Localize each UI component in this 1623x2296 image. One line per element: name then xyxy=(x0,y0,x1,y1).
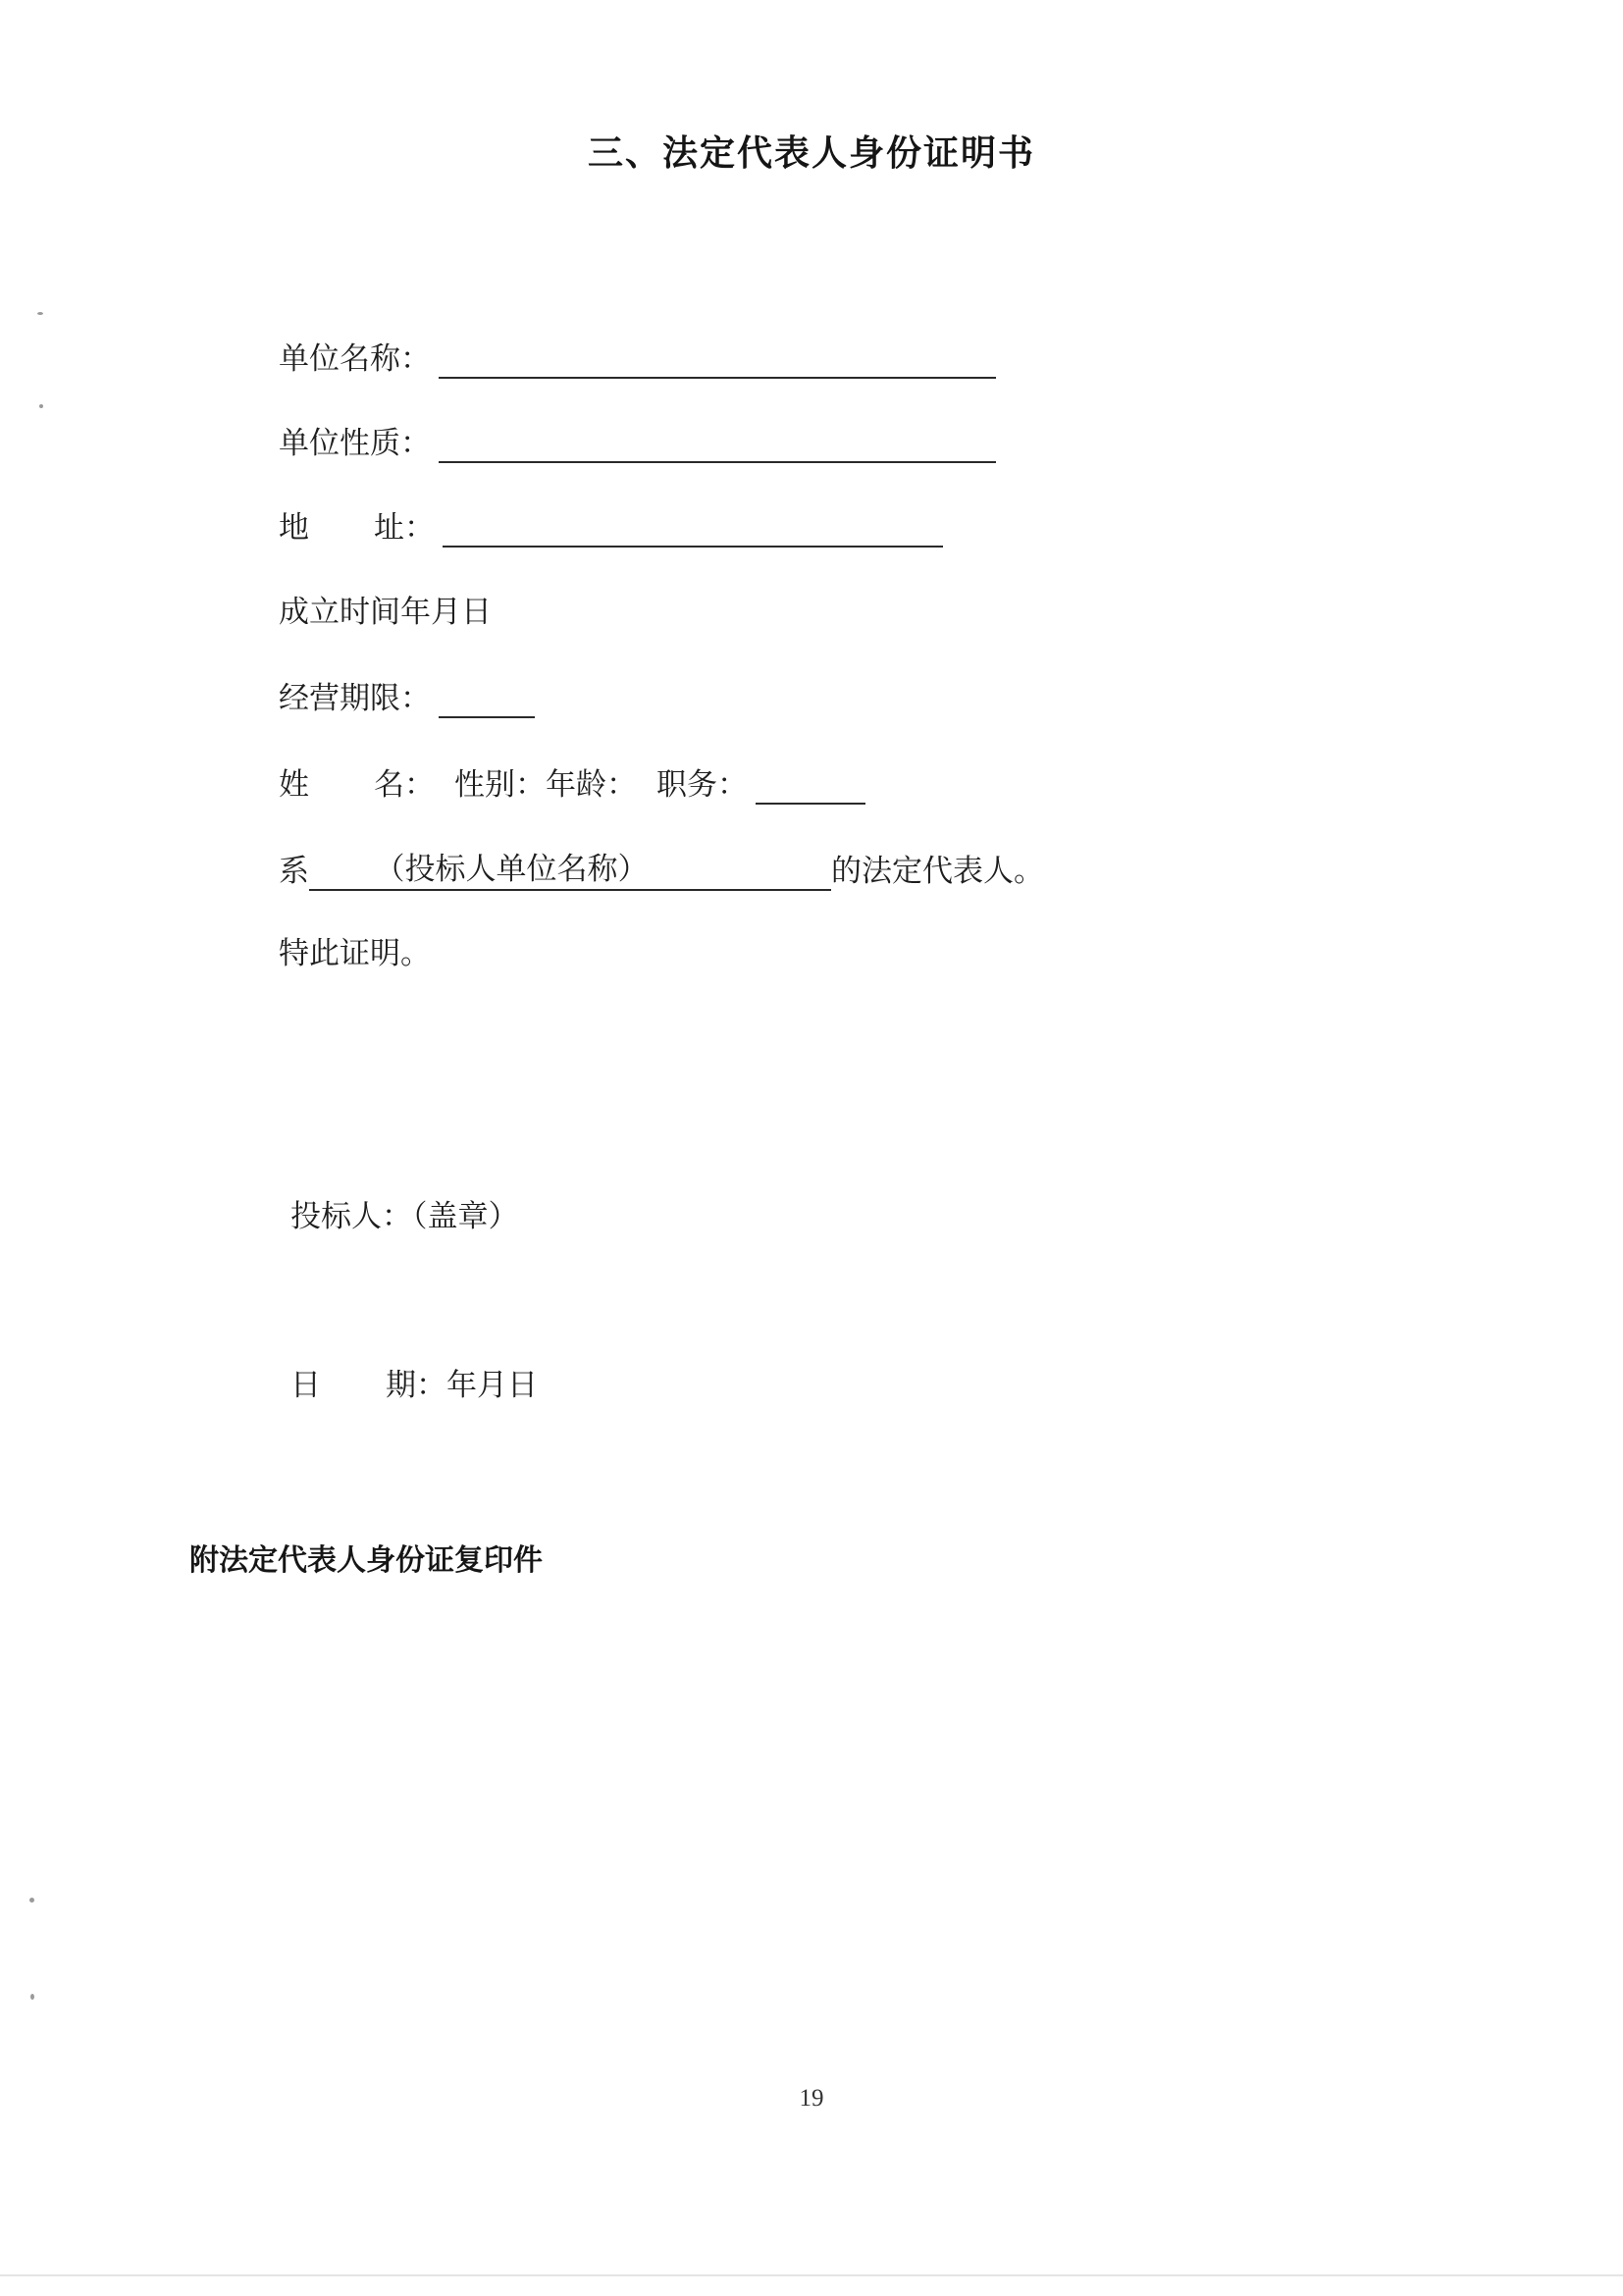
relation-prefix: 系 xyxy=(279,854,309,889)
established-row xyxy=(279,593,492,632)
page-number: 19 xyxy=(799,2085,824,2112)
date-label-char-1: 日 xyxy=(290,1368,321,1403)
established-label: 成立时间年月日 xyxy=(279,595,492,630)
unit-name-row xyxy=(279,339,996,379)
term-row xyxy=(279,679,535,718)
scan-speck xyxy=(29,1898,34,1903)
unit-nature-label: 单位性质： xyxy=(279,426,431,461)
unit-name-blank[interactable] xyxy=(439,343,996,379)
scan-edge xyxy=(0,2274,1623,2276)
scan-speck xyxy=(37,312,43,315)
address-blank[interactable] xyxy=(443,512,943,548)
address-label-char-1: 地 xyxy=(279,510,309,546)
bidder-row xyxy=(290,1197,519,1236)
address-label-char-2: 址： xyxy=(374,510,435,546)
relation-suffix: 的法定代表人。 xyxy=(831,854,1044,889)
unit-nature-blank[interactable] xyxy=(439,428,996,463)
unit-name-label: 单位名称： xyxy=(279,341,431,377)
relation-blank[interactable] xyxy=(309,850,831,891)
attachment-heading: 附法定代表人身份证复印件 xyxy=(189,1543,543,1578)
address-row xyxy=(279,508,943,548)
bidder-seal-label: 投标人：（盖章） xyxy=(290,1199,519,1234)
date-label-rest: 期：年月日 xyxy=(386,1368,538,1403)
term-label: 经营期限： xyxy=(279,681,431,716)
date-row xyxy=(290,1366,538,1405)
name-label-char-2: 名： xyxy=(374,767,435,803)
relation-row xyxy=(279,850,1044,891)
scan-speck xyxy=(39,404,43,408)
name-label-char-1: 姓 xyxy=(279,767,309,803)
gender-age-label: 性别：年龄： xyxy=(454,767,637,803)
unit-nature-row xyxy=(279,424,996,463)
certify-text: 特此证明。 xyxy=(279,936,431,971)
person-row xyxy=(279,765,865,805)
term-blank[interactable] xyxy=(439,683,535,718)
position-label: 职务： xyxy=(656,767,748,803)
relation-fill-text: （投标人单位名称） xyxy=(374,852,649,887)
certify-row xyxy=(279,934,431,973)
document-title: 三、法定代表人身份证明书 xyxy=(587,133,1035,174)
position-blank[interactable] xyxy=(756,769,865,805)
scan-speck xyxy=(30,1994,34,2000)
